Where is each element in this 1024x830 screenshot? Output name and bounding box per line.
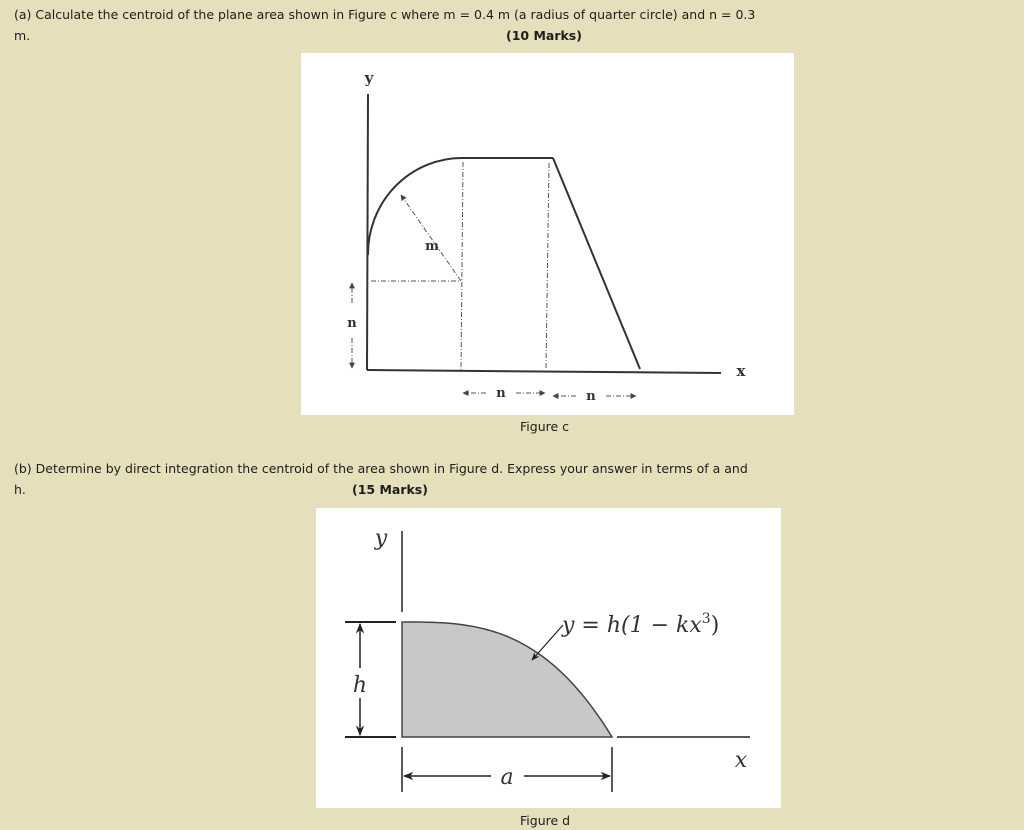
- width-n-label-2: n: [586, 389, 596, 404]
- figure-d-diagram: [316, 508, 781, 808]
- question-a-text: (a) Calculate the centroid of the plane area shown in Figure c where m = 0.4 m (a radius of quarter circle) and n = 0.3: [14, 7, 756, 22]
- figure-d-caption: Figure d: [520, 813, 571, 828]
- question-b-text: (b) Determine by direct integration the centroid of the area shown in Figure d. Express your answer in terms of a and: [14, 461, 748, 476]
- x-axis-label: x: [736, 362, 746, 380]
- figure-d: [316, 508, 781, 808]
- quarter-circle-arc: [368, 158, 462, 255]
- x-axis: [367, 370, 721, 373]
- y-axis-label: y: [364, 69, 374, 87]
- y-axis: [367, 94, 368, 370]
- question-b-text-continued: h.: [14, 482, 26, 497]
- figure-c: [301, 53, 794, 415]
- shaded-area: [402, 622, 612, 737]
- y-axis-label: y: [374, 526, 388, 551]
- question-b-marks: (15 Marks): [352, 482, 428, 497]
- height-h-label: h: [352, 673, 368, 698]
- width-n-label-1: n: [496, 386, 506, 401]
- radius-m-label: m: [425, 239, 439, 254]
- width-a-label: a: [500, 765, 514, 790]
- height-n-label: n: [347, 316, 357, 331]
- x-axis-label: x: [734, 748, 748, 773]
- figure-c-caption: Figure c: [520, 419, 570, 434]
- question-a-text-continued: m.: [14, 28, 31, 43]
- curve-equation: $y = h(1 - kx^3)$: [562, 611, 720, 638]
- question-a-marks: (10 Marks): [506, 28, 582, 43]
- figure-c-diagram: [301, 53, 794, 415]
